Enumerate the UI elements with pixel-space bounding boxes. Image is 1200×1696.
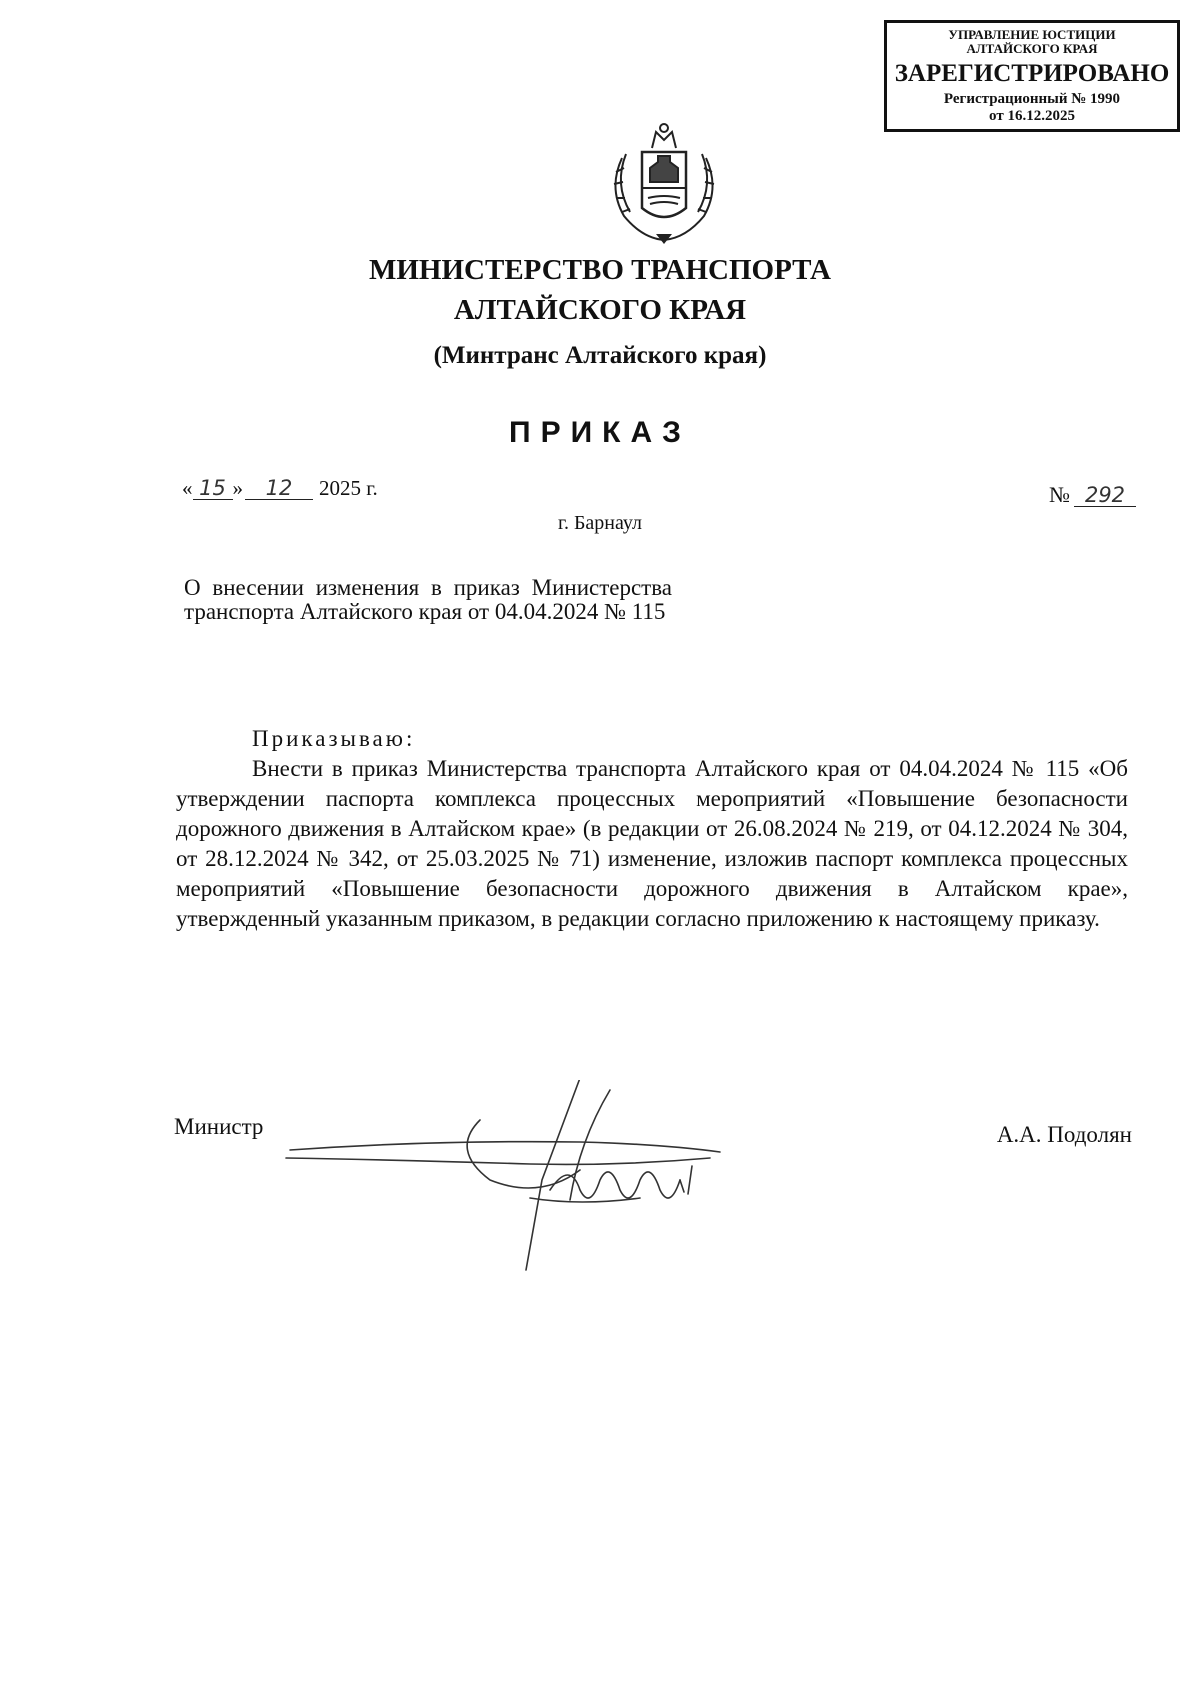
handwritten-signature [280, 1080, 800, 1280]
city: г. Барнаул [558, 512, 642, 534]
order-number [1049, 482, 1136, 508]
stamp-reg-date: от 16.12.2025 [989, 108, 1075, 124]
stamp-reg-number: Регистрационный № 1990 [943, 91, 1121, 107]
order-paragraph: Внести в приказ Министерства транспорта Алтайского края от 04.04.2024 № 115 «Об утверждении паспорта комплекса процессных мероприятий «Повышение безопасности дорожного движения в Алтайском крае» (в редакции от 26.08.2024 № 219, от 04.12.2024 № 304, от 28.12.2024 № 342, от 25.03.2025 № 71) изменение, изложив паспорт комплекса процессных мероприятий «Повышение безопасности дорожного движения в Алтайском крае», утвержденный указанным приказом, в редакции согласно приложению к настоящему приказу. [176, 756, 1128, 931]
ministry-line2: АЛТАЙСКОГО КРАЯ [453, 294, 747, 326]
document-type-title: ПРИКАЗ [509, 416, 691, 449]
order-word: Приказываю: [252, 726, 416, 751]
order-body [176, 724, 1128, 934]
date-year: 2025 г. [319, 476, 378, 500]
signatory-name: А.А. Подолян [996, 1122, 1132, 1147]
date-month: 12 [245, 477, 313, 500]
signatory-role: Министр [174, 1114, 264, 1139]
number-label: № [1049, 482, 1070, 507]
date-close-quote: » [232, 476, 243, 500]
ministry-name [0, 250, 1200, 330]
date-day: 15 [193, 477, 233, 500]
order-date [182, 476, 378, 501]
ministry-line1: МИНИСТЕРСТВО ТРАНСПОРТА [369, 254, 831, 286]
number-value: 292 [1074, 484, 1136, 507]
stamp-line2: АЛТАЙСКОГО КРАЯ [966, 41, 1098, 56]
ministry-short-name: (Минтранс Алтайского края) [433, 342, 767, 369]
date-open-quote: « [182, 476, 193, 500]
registration-stamp [884, 20, 1180, 132]
altai-krai-coat-of-arms-icon [602, 118, 726, 246]
stamp-status: ЗАРЕГИСТРИРОВАНО [894, 60, 1170, 87]
stamp-line1: УПРАВЛЕНИЕ ЮСТИЦИИ [948, 27, 1116, 42]
order-subject: О внесении изменения в приказ Министерства транспорта Алтайского края от 04.04.2024 № 115 [184, 575, 672, 624]
